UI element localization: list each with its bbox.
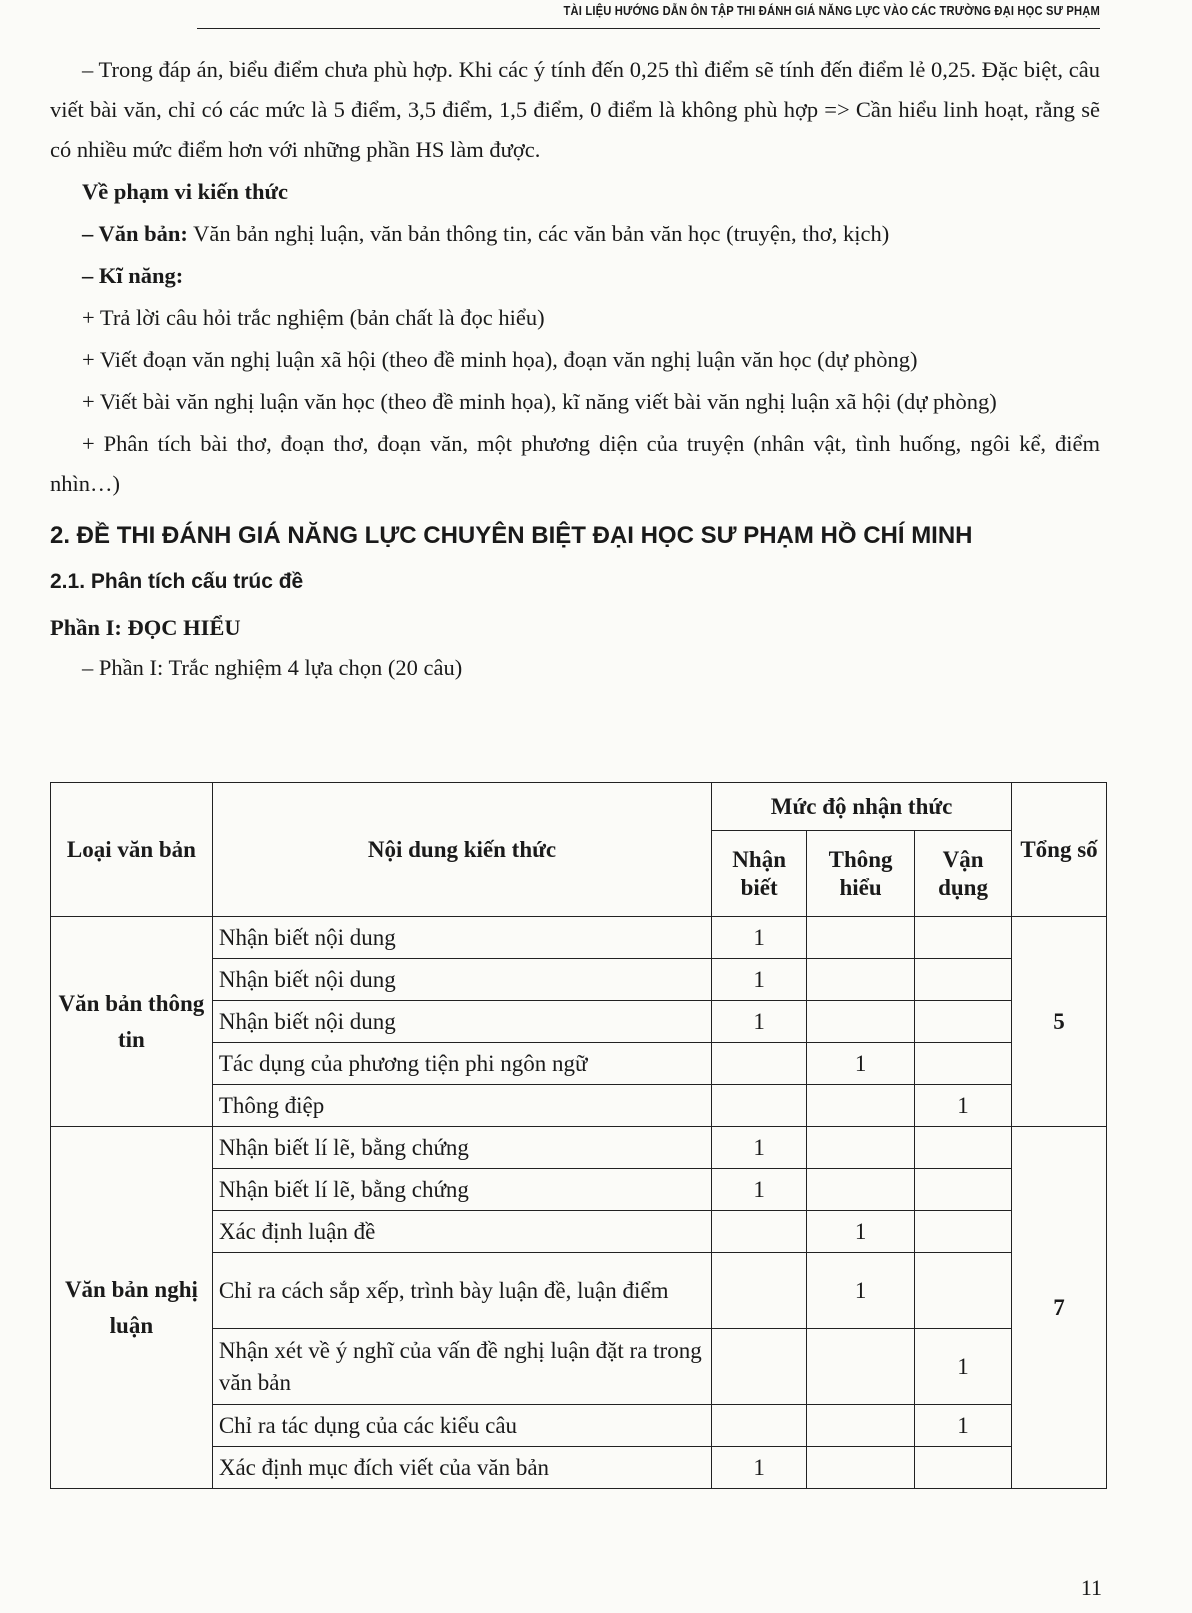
text-scope-line [50, 214, 1100, 254]
row-apply [915, 1211, 1012, 1253]
row-content: Nhận xét về ý nghĩ của vấn đề nghị luận đặt ra trong văn bản [212, 1329, 711, 1405]
row-group-type: Văn bản nghị luận [51, 1127, 213, 1489]
row-recognize: 1 [712, 959, 807, 1001]
row-understand: 1 [807, 1253, 915, 1329]
row-apply [915, 1253, 1012, 1329]
scope-heading: Về phạm vi kiến thức [82, 179, 289, 204]
row-understand [807, 959, 915, 1001]
row-apply [915, 959, 1012, 1001]
row-content: Nhận biết nội dung [212, 959, 711, 1001]
col-header-level: Mức độ nhận thức [712, 783, 1012, 831]
row-content: Chỉ ra tác dụng của các kiểu câu [212, 1405, 711, 1447]
col-header-apply: Vận dụng [915, 831, 1012, 917]
col-header-content: Nội dung kiến thức [212, 783, 711, 917]
row-apply [915, 917, 1012, 959]
row-content: Nhận biết nội dung [212, 917, 711, 959]
text-scope-label: – Văn bản: [82, 221, 188, 246]
skill-item: + Trả lời câu hỏi trắc nghiệm (bản chất là đọc hiểu) [82, 305, 545, 330]
row-recognize: 1 [712, 1001, 807, 1043]
row-understand [807, 917, 915, 959]
skills-heading: – Kĩ năng: [82, 263, 184, 288]
row-content: Tác dụng của phương tiện phi ngôn ngữ [212, 1043, 711, 1085]
row-recognize: 1 [712, 1127, 807, 1169]
row-understand [807, 1169, 915, 1211]
row-apply [915, 1169, 1012, 1211]
row-group-total: 5 [1012, 917, 1107, 1127]
row-recognize [712, 1043, 807, 1085]
row-apply: 1 [915, 1085, 1012, 1127]
col-header-type: Loại văn bản [51, 783, 213, 917]
row-recognize [712, 1405, 807, 1447]
page-number: 11 [1080, 1575, 1102, 1600]
table-row [51, 1127, 1107, 1169]
row-apply [915, 1001, 1012, 1043]
row-apply: 1 [915, 1405, 1012, 1447]
row-apply [915, 1043, 1012, 1085]
subsection-heading: 2.1. Phân tích cấu trúc đề [50, 570, 304, 593]
row-content: Xác định mục đích viết của văn bản [212, 1447, 711, 1489]
row-recognize [712, 1253, 807, 1329]
row-group-total: 7 [1012, 1127, 1107, 1489]
row-recognize [712, 1085, 807, 1127]
row-content: Thông điệp [212, 1085, 711, 1127]
part-heading: Phần I: ĐỌC HIỂU [50, 615, 241, 640]
col-header-understand: Thông hiểu [807, 831, 915, 917]
row-recognize [712, 1329, 807, 1405]
section-heading: 2. ĐỀ THI ĐÁNH GIÁ NĂNG LỰC CHUYÊN BIỆT ĐẠI HỌC SƯ PHẠM HỒ CHÍ MINH [50, 522, 973, 549]
row-recognize: 1 [712, 1447, 807, 1489]
row-understand [807, 1447, 915, 1489]
part-note: – Phần I: Trắc nghiệm 4 lựa chọn (20 câu) [82, 655, 463, 680]
table-row [51, 917, 1107, 959]
row-group-type: Văn bản thông tin [51, 917, 213, 1127]
row-understand [807, 1085, 915, 1127]
row-understand [807, 1329, 915, 1405]
skill-item: + Phân tích bài thơ, đoạn thơ, đoạn văn, một phương diện của truyện (nhân vật, tình huống, ngôi kể, điểm nhìn…) [50, 431, 1100, 496]
scoring-note-paragraph: – Trong đáp án, biểu điểm chưa phù hợp. Khi các ý tính đến 0,25 thì điểm sẽ tính đến điểm lẻ 0,25. Đặc biệt, câu viết bài văn, chỉ có các mức là 5 điểm, 3,5 điểm, 1,5 điểm, 0 điểm là không phù hợp => Cần hiểu linh hoạt, rằng sẽ có nhiều mức điểm hơn với những phần HS làm được. [50, 57, 1100, 162]
row-apply: 1 [915, 1329, 1012, 1405]
row-understand [807, 1001, 915, 1043]
row-content: Nhận biết lí lẽ, bằng chứng [212, 1127, 711, 1169]
row-understand [807, 1127, 915, 1169]
row-recognize: 1 [712, 917, 807, 959]
row-recognize: 1 [712, 1169, 807, 1211]
row-recognize [712, 1211, 807, 1253]
skill-item: + Viết đoạn văn nghị luận xã hội (theo đề minh họa), đoạn văn nghị luận văn học (dự phòng) [82, 347, 918, 372]
row-understand: 1 [807, 1211, 915, 1253]
row-content: Xác định luận đề [212, 1211, 711, 1253]
page-body [50, 50, 1100, 688]
row-content: Nhận biết nội dung [212, 1001, 711, 1043]
row-apply [915, 1447, 1012, 1489]
row-understand: 1 [807, 1043, 915, 1085]
reading-structure-table [50, 782, 1107, 1489]
skill-item: + Viết bài văn nghị luận văn học (theo đề minh họa), kĩ năng viết bài văn nghị luận xã hội (dự phòng) [82, 389, 997, 414]
row-content: Chỉ ra cách sắp xếp, trình bày luận đề, luận điểm [212, 1253, 711, 1329]
row-apply [915, 1127, 1012, 1169]
col-header-recognize: Nhận biết [712, 831, 807, 917]
col-header-total: Tổng số [1012, 783, 1107, 917]
running-header: TÀI LIỆU HƯỚNG DẪN ÔN TẬP THI ĐÁNH GIÁ NĂNG LỰC VÀO CÁC TRƯỜNG ĐẠI HỌC SƯ PHẠM [197, 0, 1100, 29]
row-understand [807, 1405, 915, 1447]
text-scope-value: Văn bản nghị luận, văn bản thông tin, các văn bản văn học (truyện, thơ, kịch) [187, 221, 890, 246]
row-content: Nhận biết lí lẽ, bằng chứng [212, 1169, 711, 1211]
